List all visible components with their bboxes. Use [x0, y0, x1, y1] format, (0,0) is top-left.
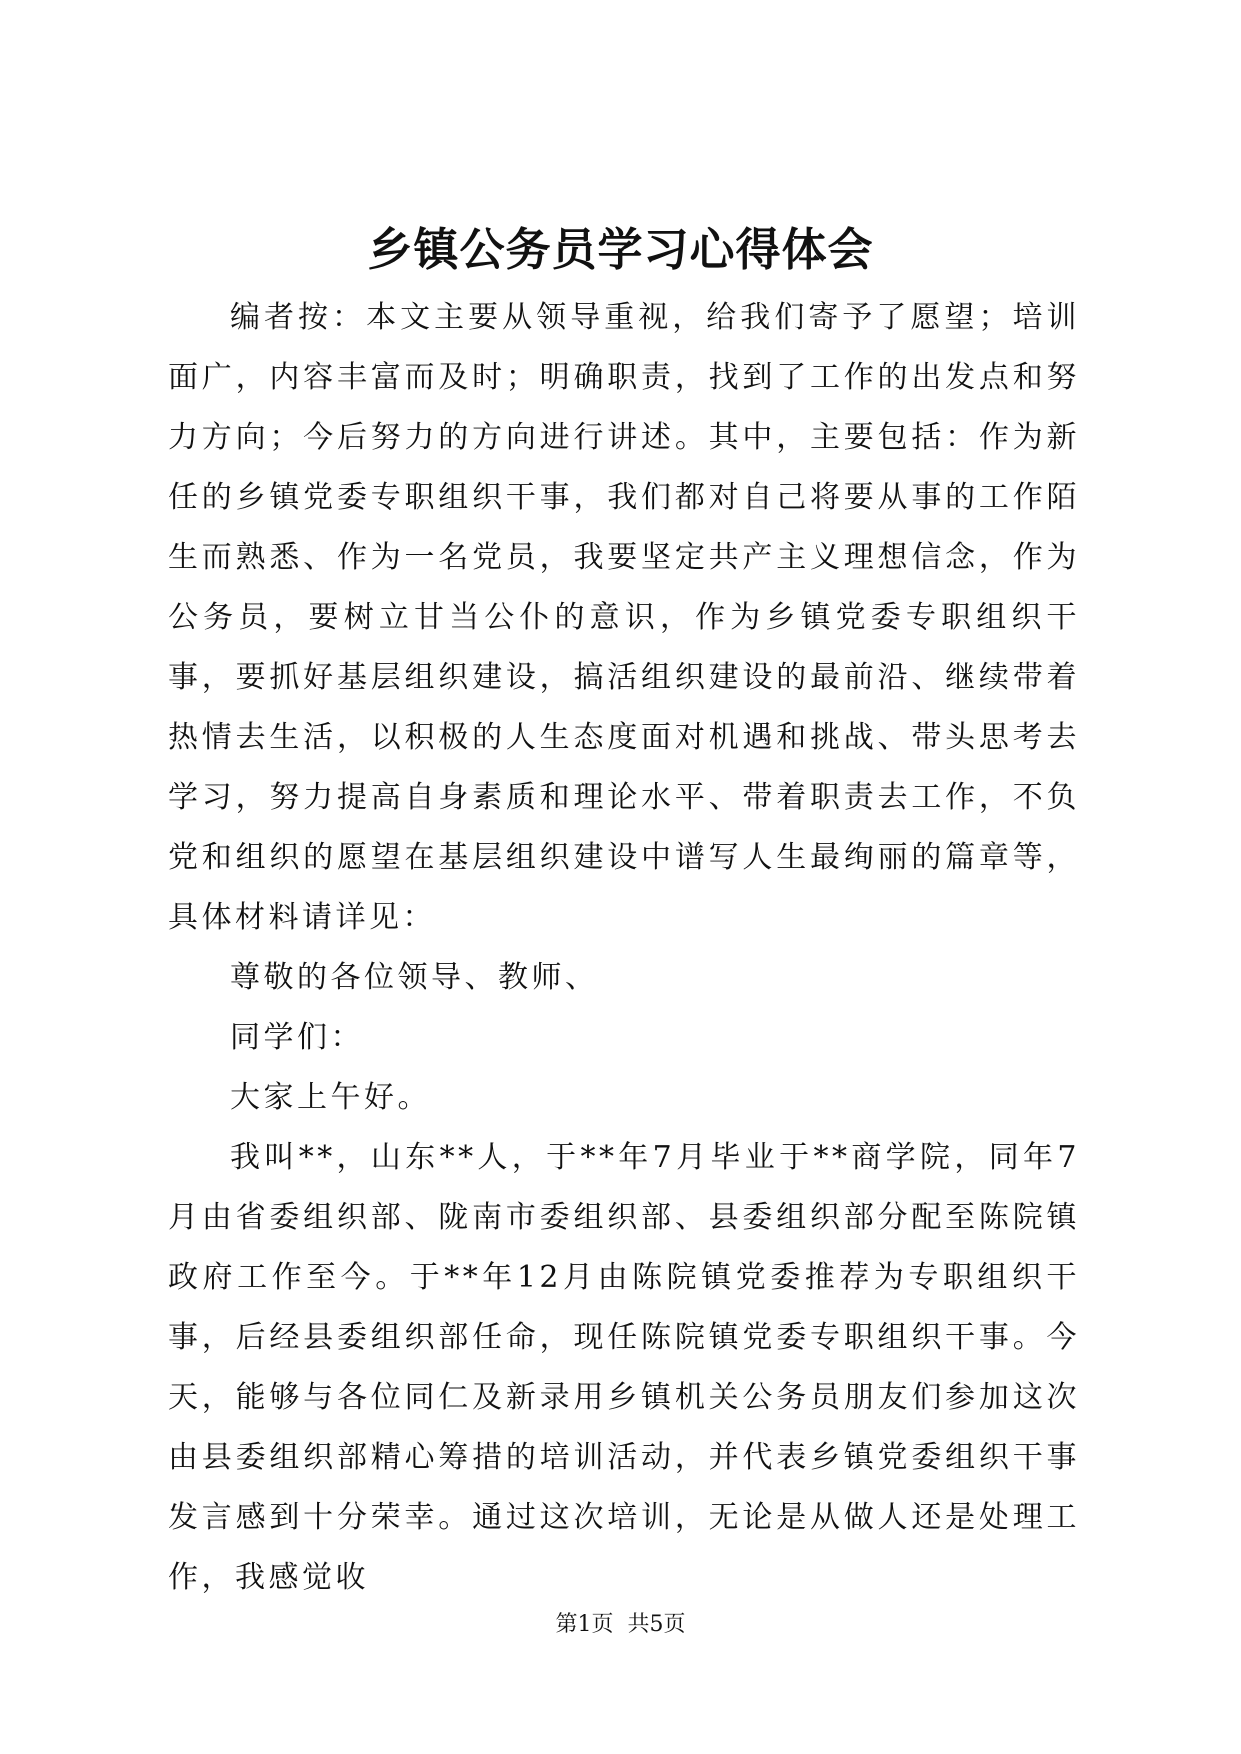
salutation-line-1: 尊敬的各位领导、教师、	[230, 960, 599, 995]
page-total: 共5页	[627, 1612, 686, 1637]
page-footer	[0, 1610, 1241, 1640]
body-paragraph: 我叫**，山东**人，于**年7月毕业于**商学院，同年7月由省委组织部、陇南市委组织部、县委组织部分配至陈院镇政府工作至今。于**年12月由陈院镇党委推荐为专职组织干事，后经县委组织部任命，现任陈院镇党委专职组织干事。今天，能够与各位同仁及新录用乡镇机关公务员朋友们参加这次由县委组织部精心筹措的培训活动，并代表乡镇党委组织干事发言感到十分荣幸。通过这次培训，无论是从做人还是处理工作，我感觉收	[168, 1140, 1080, 1595]
editor-note-paragraph: 编者按：本文主要从领导重视，给我们寄予了愿望；培训面广，内容丰富而及时；明确职责，找到了工作的出发点和努力方向；今后努力的方向进行讲述。其中，主要包括：作为新任的乡镇党委专职组织干事，我们都对自己将要从事的工作陌生而熟悉、作为一名党员，我要坚定共产主义理想信念，作为公务员，要树立甘当公仆的意识，作为乡镇党委专职组织干事，要抓好基层组织建设，搞活组织建设的最前沿、继续带着热情去生活，以积极的人生态度面对机遇和挑战、带头思考去学习，努力提高自身素质和理论水平、带着职责去工作，不负党和组织的愿望在基层组织建设中谱写人生最绚丽的篇章等，具体材料请详见：	[168, 300, 1080, 935]
greeting-line: 大家上午好。	[230, 1080, 431, 1115]
page-number: 第1页	[555, 1612, 614, 1637]
document-title: 乡镇公务员学习心得体会	[367, 223, 874, 276]
salutation-line-2: 同学们：	[230, 1020, 364, 1055]
document-body	[168, 288, 1080, 1608]
